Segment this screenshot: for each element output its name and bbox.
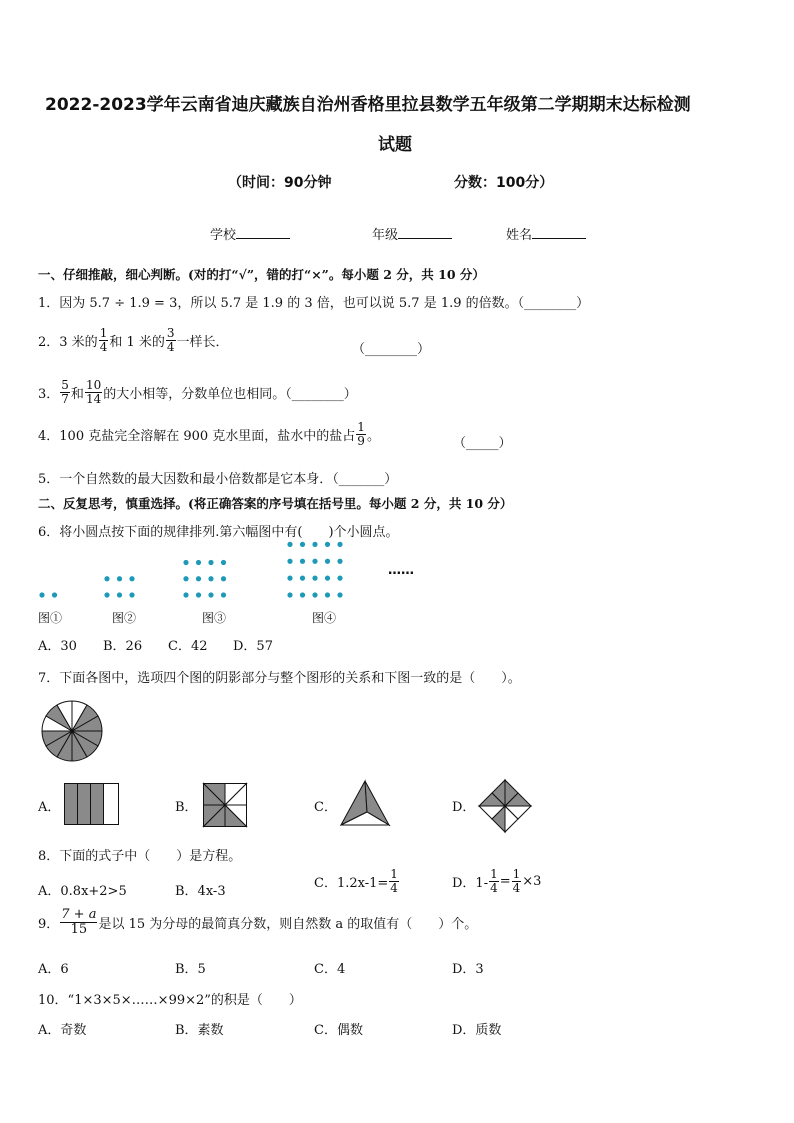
q3-f1-num: 5 <box>61 378 69 392</box>
q10-option-c[interactable]: C．偶数 <box>314 1023 363 1038</box>
exam-time: （时间：90分钟 <box>228 175 332 191</box>
name-label: 姓名 <box>506 228 533 243</box>
q8-option-c[interactable] <box>314 868 400 894</box>
dot-fig2 <box>129 576 134 581</box>
q8-d-fraction-2 <box>512 868 522 894</box>
q4-answer-blank[interactable]: （_____） <box>453 436 512 451</box>
dot-fig4 <box>337 576 342 581</box>
dot-fig4 <box>312 592 317 597</box>
dot-fig1 <box>52 592 57 597</box>
q9-den: 15 <box>70 921 88 937</box>
section2-heading: 二、反复思考，慎重选择。(将正确答案的序号填在括号里。每小题 2 分，共 10 分） <box>38 496 513 511</box>
section1-heading: 一、仔细推敲，细心判断。(对的打“√”，错的打“×”。每小题 2 分，共 10 分） <box>38 267 485 282</box>
dot-fig3 <box>208 560 213 565</box>
q7-reference-circle <box>40 699 104 763</box>
q9-fraction <box>60 908 97 936</box>
q4-f-den: 9 <box>357 433 365 448</box>
q8-option-b[interactable]: B．4x-3 <box>175 884 226 899</box>
q2-text-mid: 和 1 米的 <box>109 334 165 350</box>
q8-option-d[interactable] <box>452 868 541 894</box>
dot-fig4 <box>312 542 317 547</box>
dot-fig3 <box>221 560 226 565</box>
question-6: 6．将小圆点按下面的规律排列.第六幅图中有( )个小圆点。 <box>38 525 399 540</box>
dot-fig4 <box>300 542 305 547</box>
dot-fig4 <box>287 542 292 547</box>
q8-d-text-pre: D．1- <box>452 875 489 891</box>
q2-f2-num: 3 <box>166 326 175 340</box>
question-7: 7．下面各图中，选项四个图的阴影部分与整个图形的关系和下图一致的是（ ）。 <box>38 671 521 686</box>
dot-fig3 <box>183 592 188 597</box>
dot-fig4 <box>287 559 292 564</box>
dot-fig3 <box>183 560 188 565</box>
q6-option-a[interactable]: A．30 <box>38 639 77 654</box>
q3-text-pre: 3． <box>38 386 60 402</box>
q2-text-pre: 2．3 米的 <box>38 334 98 350</box>
q2-f1-den: 4 <box>99 339 108 354</box>
dot-fig3 <box>183 576 188 581</box>
dot-fig2 <box>104 576 109 581</box>
q7-option-d-figure[interactable] <box>478 779 532 833</box>
question-8: 8．下面的式子中（ ）是方程。 <box>38 849 242 864</box>
q3-f1-den: 7 <box>61 391 69 406</box>
q8-option-a[interactable]: A．0.8x+2>5 <box>38 884 127 899</box>
q3-f2-den: 14 <box>85 391 102 406</box>
q2-f1-num: 1 <box>99 326 108 340</box>
dot-fig2 <box>104 592 109 597</box>
exam-score: 分数：100分） <box>454 175 554 191</box>
figure-label-1: 图① <box>38 611 63 625</box>
q8-c-num: 1 <box>390 867 398 881</box>
q8-c-den: 4 <box>390 880 398 895</box>
dot-fig3 <box>221 576 226 581</box>
dot-fig3 <box>196 576 201 581</box>
dot-pattern-ellipsis: …… <box>388 563 414 578</box>
dot-fig4 <box>312 576 317 581</box>
q4-text-post: 。 <box>366 428 380 444</box>
q7-option-d-label[interactable]: D． <box>452 800 476 815</box>
q6-option-c[interactable]: C．42 <box>168 639 208 654</box>
dot-fig1 <box>39 592 44 597</box>
q7-option-b-label[interactable]: B． <box>175 800 198 815</box>
q3-text-mid: 和 <box>70 386 84 402</box>
q8-d-fraction-1 <box>489 868 499 894</box>
page-title-line2: 试题 <box>378 135 412 155</box>
q9-num: 7 + a <box>61 907 97 922</box>
dot-fig2 <box>117 592 122 597</box>
q10-option-b[interactable]: B．素数 <box>175 1023 224 1038</box>
dot-fig3 <box>196 592 201 597</box>
q9-text-pre: 9． <box>38 916 60 932</box>
q8-d-f1-den: 4 <box>490 880 498 895</box>
q8-c-text: C．1.2x-1= <box>314 875 389 891</box>
q9-option-d[interactable]: D．3 <box>452 962 484 977</box>
q9-option-c[interactable]: C．4 <box>314 962 346 977</box>
question-10: 10．“1×3×5×……×99×2”的积是（ ） <box>38 993 302 1008</box>
q8-d-f2-num: 1 <box>512 867 521 881</box>
q9-text-post: 是以 15 为分母的最简真分数，则自然数 a 的取值有（ ）个。 <box>98 916 478 932</box>
question-5: 5．一个自然数的最大因数和最小倍数都是它本身．（_______） <box>38 472 398 487</box>
dot-fig4 <box>300 592 305 597</box>
q7-option-c-label[interactable]: C． <box>314 800 337 815</box>
dot-fig4 <box>325 542 330 547</box>
q7-option-a-label[interactable]: A． <box>38 800 61 815</box>
school-label: 学校 <box>210 228 237 243</box>
q8-d-eq: = <box>499 873 511 889</box>
dot-fig4 <box>325 592 330 597</box>
dot-fig4 <box>300 559 305 564</box>
figure-label-2: 图② <box>112 611 137 625</box>
q7-option-a-figure[interactable] <box>64 783 120 825</box>
q4-text-pre: 4．100 克盐完全溶解在 900 克水里面，盐水中的盐占 <box>38 428 356 444</box>
q8-d-f2-den: 4 <box>512 880 521 895</box>
q3-text-post: 的大小相等，分数单位也相同。（________） <box>103 386 357 402</box>
dot-fig4 <box>337 592 342 597</box>
dot-fig4 <box>337 559 342 564</box>
figure-label-4: 图④ <box>312 611 337 625</box>
dot-fig3 <box>221 592 226 597</box>
dot-fig3 <box>208 592 213 597</box>
question-1: 1．因为 5.7 ÷ 1.9 = 3，所以 5.7 是 1.9 的 3 倍，也可以说 5.7 是 1.9 的倍数。（________） <box>38 296 590 311</box>
dot-fig4 <box>300 576 305 581</box>
q9-option-a[interactable]: A．6 <box>38 962 69 977</box>
figure-label-3: 图③ <box>202 611 227 625</box>
dot-fig4 <box>287 576 292 581</box>
question-9 <box>38 908 477 936</box>
dot-fig3 <box>196 560 201 565</box>
q8-d-text-post: ×3 <box>522 873 542 889</box>
dot-fig3 <box>208 576 213 581</box>
dot-fig4 <box>325 576 330 581</box>
q7-option-b-figure[interactable] <box>203 783 247 827</box>
dot-fig4 <box>337 542 342 547</box>
q2-f2-den: 4 <box>166 339 175 354</box>
dot-fig2 <box>129 592 134 597</box>
q10-option-a[interactable]: A．奇数 <box>38 1023 87 1038</box>
q8-c-fraction <box>389 868 399 894</box>
q9-option-b[interactable]: B．5 <box>175 962 206 977</box>
dot-fig4 <box>312 559 317 564</box>
q3-f2-num: 10 <box>85 378 102 392</box>
q2-answer-blank[interactable]: （________） <box>352 342 431 357</box>
q6-option-b[interactable]: B．26 <box>103 639 143 654</box>
q7-option-c-figure[interactable] <box>340 780 390 826</box>
dot-fig4 <box>287 592 292 597</box>
grade-label: 年级 <box>372 228 399 243</box>
q10-option-d[interactable]: D．质数 <box>452 1023 502 1038</box>
q4-f-num: 1 <box>357 420 365 434</box>
page-title-line1: 2022-2023学年云南省迪庆藏族自治州香格里拉县数学五年级第二学期期末达标检测 <box>45 95 691 115</box>
q2-text-post: 一样长． <box>176 334 229 350</box>
dot-fig2 <box>117 576 122 581</box>
dot-fig4 <box>325 559 330 564</box>
q6-option-d[interactable]: D．57 <box>233 639 273 654</box>
q8-d-f1-num: 1 <box>490 867 498 881</box>
